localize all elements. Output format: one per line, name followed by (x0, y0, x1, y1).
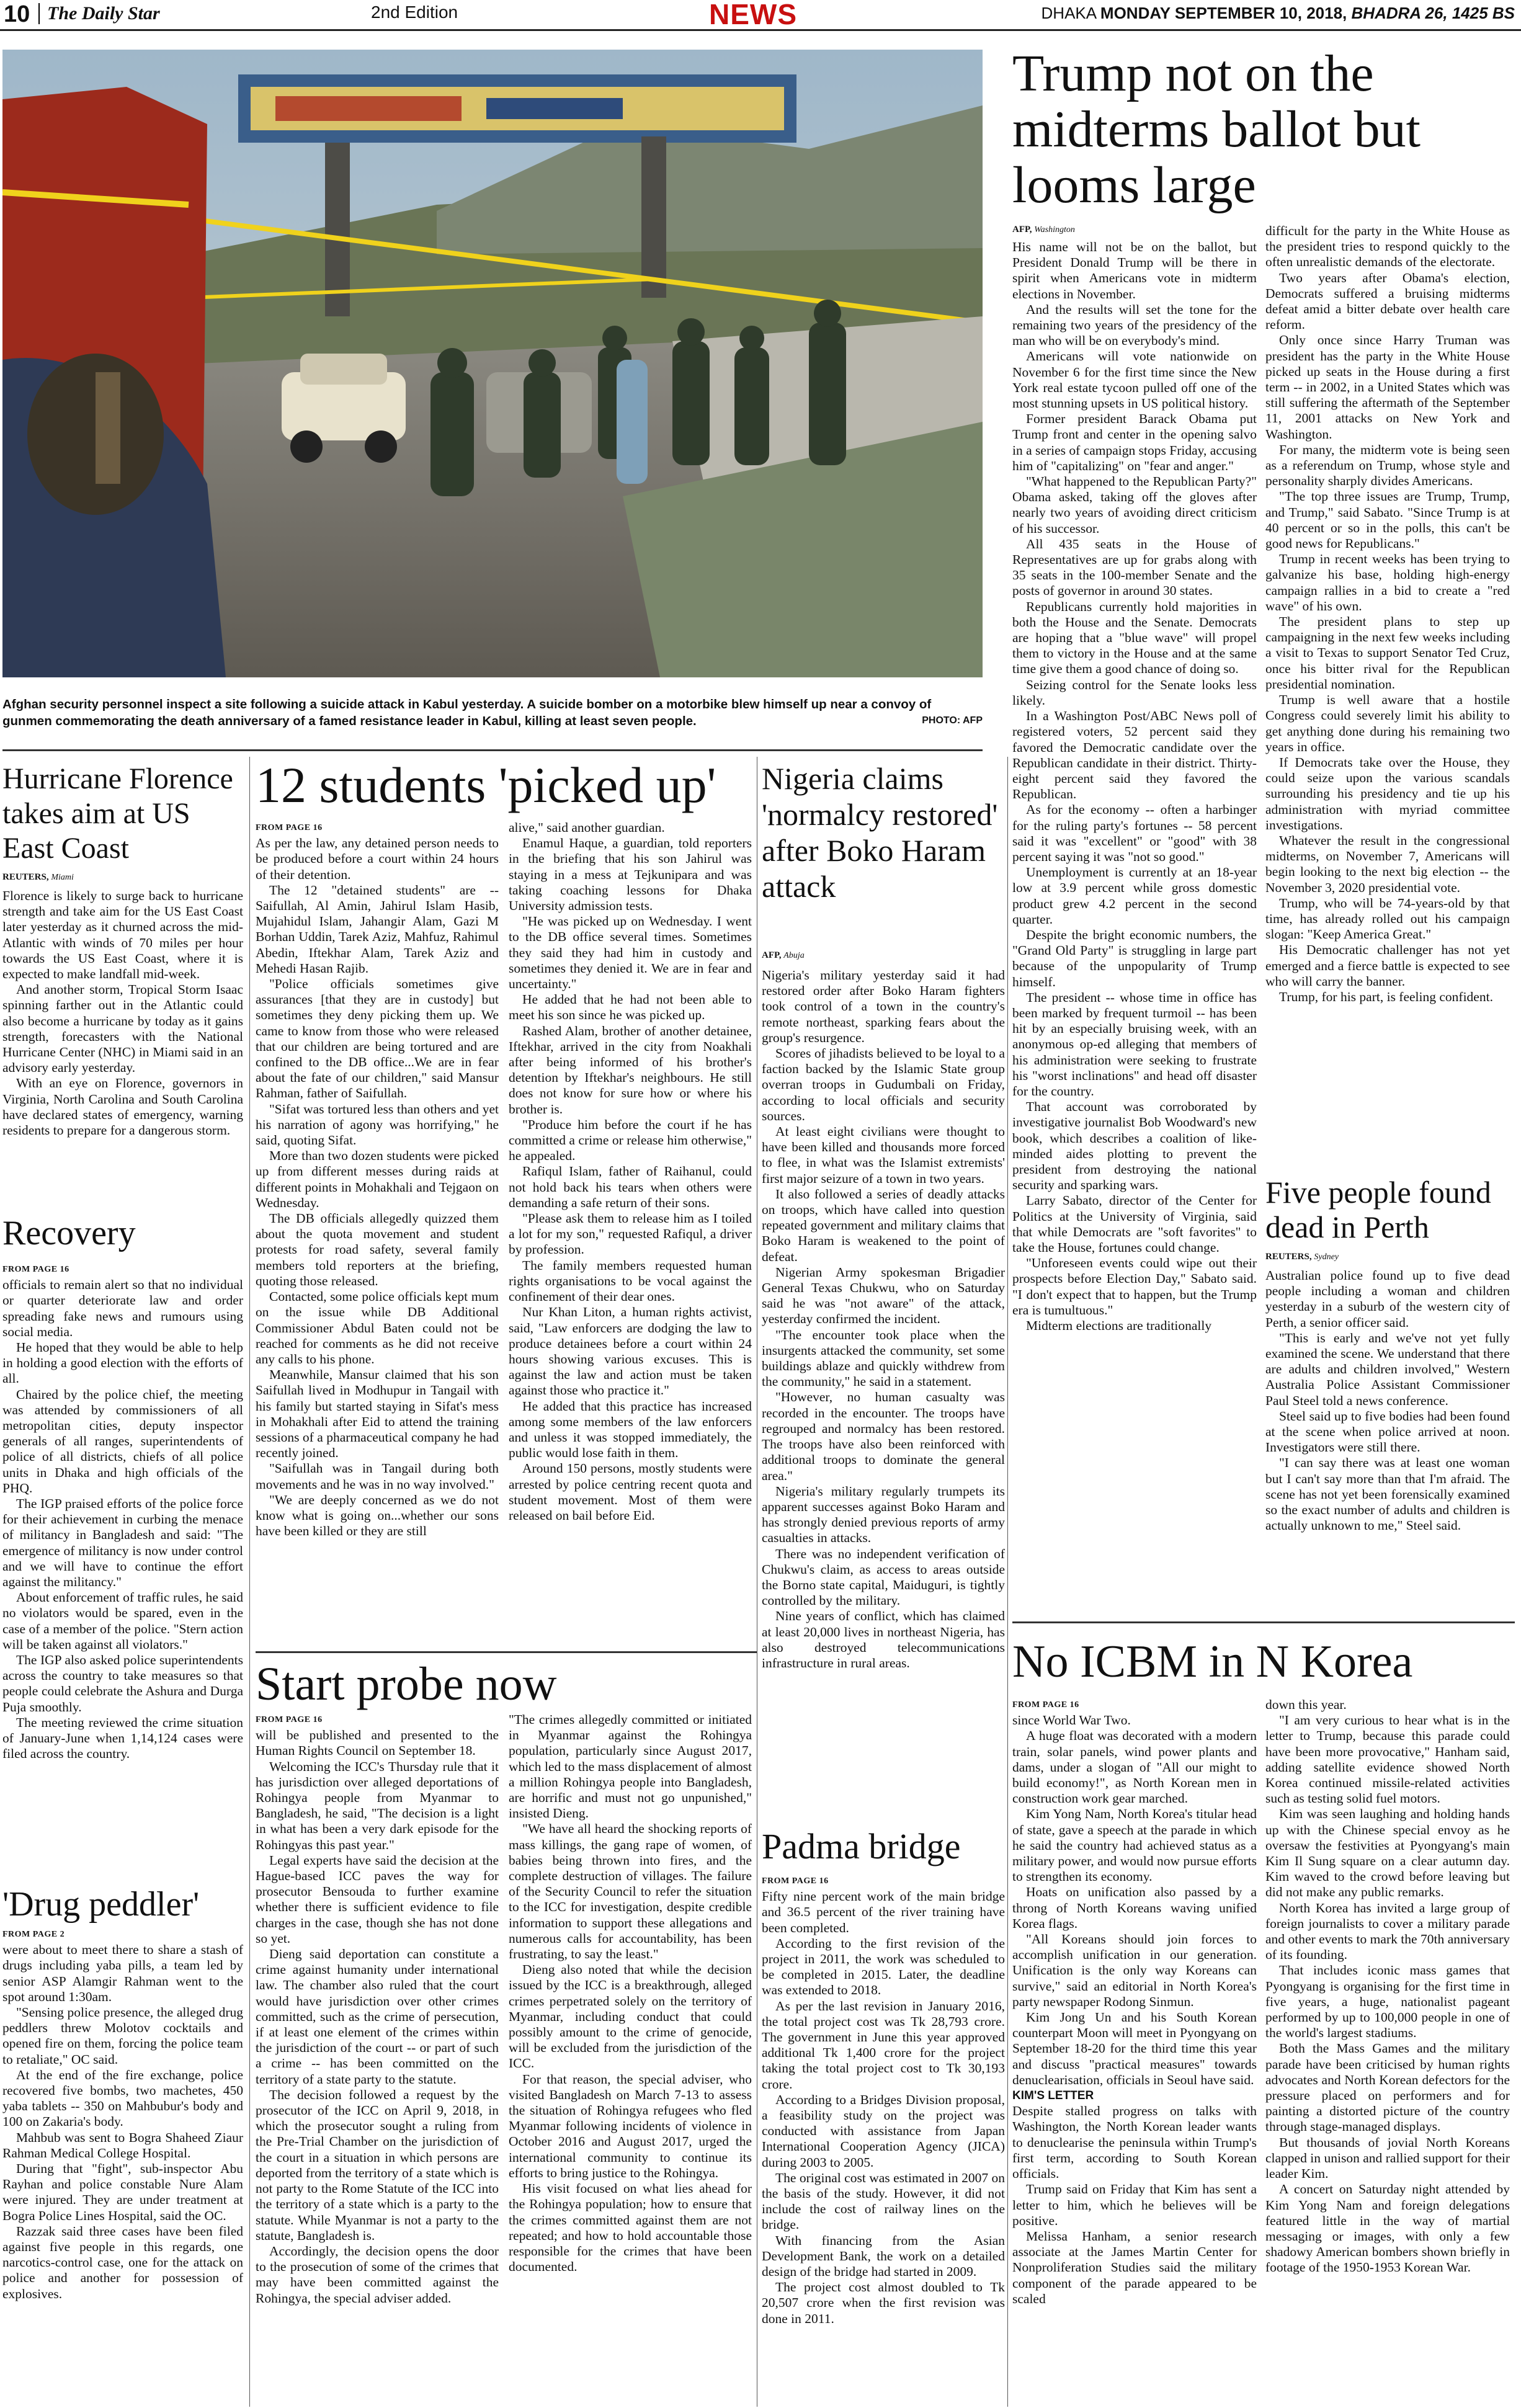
nigeria-byline (762, 950, 805, 961)
paragraph: His Democratic challenger has not yet emerged and a fierce battle is expected to see who will carry the banner. (1265, 942, 1510, 989)
paragraph: He added that this practice has increased among some members of the law enforcers and unless it was stopped immediately, the public would lose faith in them. (509, 1398, 752, 1461)
trump-column-2 (1265, 223, 1510, 1179)
paragraph: Larry Sabato, director of the Center for Politics at the University of Virginia, said that while Democrats are "soft favorites" to take the House, fortunes could change. (1012, 1193, 1257, 1255)
probe-column-1 (256, 1712, 499, 2404)
paragraph: During that "fight", sub-inspector Abu Rayhan and police constable Nure Alam were injured. They are under treatment at Bogra Police Lines Hospital, said the OC. (2, 2161, 243, 2223)
florence-byline (2, 872, 74, 883)
drug-column (2, 1927, 243, 2404)
paragraph: Despite stalled progress on talks with Washington, the North Korean leader wants to denuclearise the peninsula within Trump's first term, according to South Korean officials. (1012, 2103, 1257, 2182)
dateline (1042, 4, 1515, 23)
paragraph: Americans will vote nationwide on November 6 for the first time since the New York real estate tycoon pulled off one of the most stunning upsets in US political history. (1012, 349, 1257, 411)
paragraph: In a Washington Post/ABC News poll of registered voters, 52 percent said they favored the Democratic candidate over the Republican candidate in their district. Thirty-eight percent said they favored the Republican. (1012, 708, 1257, 802)
paragraph: Nine years of conflict, which has claimed at least 20,000 lives in northeast Nigeria, has also destroyed telecommunications infrastructure in rural areas. (762, 1608, 1005, 1670)
paragraph: Kim Jong Un and his South Korean counterpart Moon will meet in Pyongyang on September 18-20 for the third time this year and discuss "practical measures" towards denuclearisation, officials in Seoul have said. (1012, 2010, 1257, 2087)
paragraph: "The top three issues are Trump, Trump, and Trump," said Sabato. "Since Trump is at 40 percent or so in the polls, this can't be good news for Republicans." (1265, 489, 1510, 551)
paragraph: Midterm elections are traditionally (1026, 1318, 1212, 1334)
paragraph: Both the Mass Games and the military parade have been criticised by human rights advocates and North Korean defectors for the pressure placed on performers and for painting a distorted picture of the country through stage-managed displays. (1265, 2041, 1510, 2134)
paragraph: The IGP also asked police superintendents across the country to take measures so that people could celebrate the Ashura and Durga Puja smoothly. (2, 1652, 243, 1715)
paragraph: officials to remain alert so that no individual or quarter deteriorate law and order spreading fake news and rumours using social media. (2, 1277, 243, 1339)
paragraph: "Please ask them to release him as I toiled a lot for my son," requested Rafiqul, a driver by profession. (509, 1211, 752, 1257)
probe-column-2 (509, 1712, 752, 2404)
paragraph: "He was picked up on Wednesday. I went to the DB office several times. Sometimes they said they had him in custody and sometimes they denied it. We are in fear and uncertainty." (509, 914, 752, 992)
paragraph: "Sensing police presence, the alleged drug peddlers threw Molotov cocktails and opened fire on them, forcing the police team to retaliate," OC said. (2, 2005, 243, 2067)
paragraph: Rafiqul Islam, father of Raihanul, could not hold back his tears when others were demanding a safe return of their sons. (509, 1164, 752, 1210)
paragraph: "We have all heard the shocking reports of mass killings, the gang rape of women, of babies being thrown into fires, and the complete destruction of villages. The failure of the Security Council to refer the situation to the ICC for investigation, despite credible information to support these allegations and numerous calls for accountability, has been frustrating, to say the least." (509, 1821, 752, 1962)
paragraph: The president -- whose time in office has been marked by frequent turmoil -- has been hit by an especially bruising week, with an anonymous op-ed alleging that members of his administration were seeking to frustrate his "worst inclinations" and head off disaster for the country. (1012, 989, 1257, 1099)
paragraph: Dieng said deportation can constitute a crime against humanity under international law. The chamber also ruled that the court would have jurisdiction over other crimes committed, such as the crime of persecution, if at least one element of the crimes within the jurisdiction of the court -- or part of such a crime -- has been committed on the territory of a state party to the statute. (256, 1946, 499, 2087)
paragraph: since World War Two. (1012, 1713, 1131, 1728)
paragraph: He hoped that they would be able to help in holding a good election with the efforts of all. (2, 1340, 243, 1386)
from-page-label: FROM PAGE 16 (2, 1265, 69, 1274)
from-page-label: FROM PAGE 2 (2, 1930, 65, 1939)
paragraph: As per the last revision in January 2016, the total project cost was Tk 28,793 crore. The government in June this year approved additional Tk 1,400 crore for the project taking the total project cost to Tk 30,193 crore. (762, 1998, 1005, 2092)
paragraph: Kim was seen laughing and holding hands up with the Chinese special envoy as he oversaw the festivities at Pyongyang's main Kim Il Sung square on a clear autumn day. Kim waved to the crowd before leaving but did not make any public remarks. (1265, 1806, 1510, 1900)
paragraph: "The encounter took place when the insurgents attacked the community, set some buildings ablaze and quickly withdrew from the community," he said in a statement. (762, 1327, 1005, 1389)
paragraph: "I am very curious to hear what is in the letter to Trump, because this parade could have been more provocative," Hanham said, adding satellite evidence showed North Korea continued missile-related activities such as testing solid fuel motors. (1265, 1713, 1510, 1806)
paragraph: "However, no human casualty was recorded in the encounter. The troops have regrouped and normalcy has been restored. The troops have also been reinforced with additional troops to dominate the general area." (762, 1389, 1005, 1483)
paragraph: His name will not be on the ballot, but President Donald Trump will be there in spirit when Americans vote in midterm elections in November. (1012, 239, 1257, 301)
edition-label: 2nd Edition (371, 2, 458, 22)
paragraph: With financing from the Asian Development Bank, the work on a detailed design of the bridge had started in 2009. (762, 2232, 1005, 2280)
paragraph: Nigerian Army spokesman Brigadier General Texas Chukwu, who on Saturday said he was "not aware" of the attack, yesterday confirmed the incident. (762, 1264, 1005, 1327)
photo-caption: Afghan security personnel inspect a site following a suicide attack in Kabul yesterday. A suicide bomber on a motorbike blew himself up near a convoy of gunmen commemorating the death anniversary of a famed resistance leader in Kabul, killing at least seven people. (2, 697, 932, 728)
paragraph: At least eight civilians were thought to have been killed and thousands more forced to flee, in what was the Islamist extremists' first major seizure of a town in two years. (762, 1124, 1005, 1186)
byline-place: Washington (1034, 225, 1075, 234)
paragraph: Despite the bright economic numbers, the "Grand Old Party" is struggling in large part because of the unpopularity of Trump himself. (1012, 927, 1257, 989)
trump-column-1 (1012, 239, 1257, 1614)
paragraph: He added that he had not been able to meet his son since he was picked up. (509, 992, 752, 1023)
probe-headline: Start probe now (256, 1658, 557, 1710)
paragraph: "Unforeseen events could wipe out their prospects before Election Day," Sabato said. "I don't expect that to happen, but the Trump era is tumultuous." (1012, 1255, 1257, 1318)
paragraph: It also followed a series of deadly attacks on troops, which have called into question repeated government and military claims that Boko Haram is weakened to the point of defeat. (762, 1186, 1005, 1264)
recovery-column (2, 1262, 243, 1884)
paragraph: About enforcement of traffic rules, he said no violators would be spared, even in the case of a member of the police. "Stern action will be taken against all violators." (2, 1590, 243, 1652)
paragraph: Enamul Haque, a guardian, told reporters in the briefing that his son Jahirul was staying in a mess at Tejkunipara and was taking coaching lessons for Dhaka University admission tests. (509, 836, 752, 914)
from-page-label: FROM PAGE 16 (256, 1715, 323, 1724)
paragraph: That includes iconic mass games that Pyongyang is organising for the first time in five years, a huge, nationalist pageant performed by up to 100,000 people in one of the world's largest stadiums. (1265, 1963, 1510, 2041)
from-page-label: FROM PAGE 16 (762, 1876, 829, 1886)
paragraph: And the results will set the tone for the remaining two years of the presidency of the man who will be on everybody's mind. (1012, 301, 1257, 349)
paragraph: were about to meet there to share a stash of drugs including yaba pills, a team led by senior ASP Alamgir Rahman went to the spot around 1:30am. (2, 1942, 243, 2004)
drug-headline: 'Drug peddler' (2, 1885, 200, 1924)
paragraph: Dieng also noted that while the decision issued by the ICC is a breakthrough, alleged crimes perpetrated solely on the territory of Myanmar, including conduct that could possibly amount to the crime of genocide, will be excluded from the jurisdiction of the ICC. (509, 1962, 752, 2071)
paragraph: North Korea has invited a large group of foreign journalists to cover a military parade and other events to mark the 70th anniversary of its founding. (1265, 1900, 1510, 1963)
paragraph: will be published and presented to the Human Rights Council on September 18. (256, 1728, 499, 1759)
paragraph: Former president Barack Obama put Trump front and center in the opening salvo in a series of campaign stops Friday, accusing him of "capitalizing" on "fear and anger." (1012, 411, 1257, 473)
paragraph: The original cost was estimated in 2007 on the basis of the study. However, it did not include the cost of railway lines on the bridge. (762, 2170, 1005, 2232)
paragraph: Contacted, some police officials kept mum on the issue while DB Additional Commissioner Abdul Baten could not be reached for comments as he did not receive any calls to his phone. (256, 1289, 499, 1367)
paragraph: A huge float was decorated with a modern train, solar panels, wind power plants and dams, under a slogan of "All our might to build economy!", as North Korean men in construction work gear marched. (1012, 1728, 1257, 1806)
paragraph: If Democrats take over the House, they could seize upon the various scandals surrounding his presidency and tie up his administration with myriad committee investigations. (1265, 754, 1510, 832)
paragraph: Fifty nine percent work of the main bridge and 36.5 percent of the river training have been completed. (762, 1889, 1005, 1935)
trump-byline (1012, 225, 1075, 235)
paragraph: The decision followed a request by the prosecutor of the ICC on April 9, 2018, in which the prosecutor sought a ruling from the Pre-Trial Chamber on the jurisdiction of the court in a situation in which persons are deported from the territory of a state which is not party to the Rome Statute of the ICC into the territory of a state which is a party to the statute. While Myanmar is not a party to the statute, Bangladesh is. (256, 2087, 499, 2243)
paragraph: His visit focused on what lies ahead for the Rohingya population; how to ensure that the crimes committed against them are not repeated; and how to hold accountable those responsible for the crimes that have been documented. (509, 2181, 752, 2275)
dateline-bengali: BHADRA 26, 1425 BS (1351, 4, 1515, 22)
paragraph: Trump is well aware that a hostile Congress could severely limit his ability to get anything done during his remaining two years in office. (1265, 692, 1510, 754)
paragraph: As per the law, any detained person needs to be produced before a court within 24 hours of their detention. (256, 836, 499, 882)
paragraph: Seizing control for the Senate looks less likely. (1012, 677, 1257, 708)
dateline-city: DHAKA (1041, 4, 1096, 22)
paragraph: Hoats on unification also passed by a throng of North Koreans waving unified Korea flags. (1012, 1884, 1257, 1931)
paragraph: difficult for the party in the White House as the president tries to respond quickly to the often unrealistic demands of the electorate. (1265, 223, 1510, 270)
paragraph: The IGP praised efforts of the police force for their achievement in curbing the menace of militancy in Bangladesh and said: "The emergence of militancy is now under control and we will have to continue the effort against the militancy." (2, 1496, 243, 1590)
photo-credit: PHOTO: AFP (922, 715, 983, 726)
kabul-attack-photo (2, 50, 983, 677)
news-photo (2, 50, 983, 677)
nigeria-headline: Nigeria claims 'normalcy restored' after Boko Haram attack (762, 761, 998, 904)
florence-headline: Hurricane Florence takes aim at US East Coast (2, 762, 233, 865)
padma-headline: Padma bridge (762, 1826, 961, 1866)
perth-byline (1265, 1252, 1339, 1262)
byline-agency: REUTERS, (2, 872, 49, 882)
paragraph: Australian police found up to five dead people including a woman and children yesterday in a suburb of the western city of Perth, a senior officer said. (1265, 1268, 1510, 1330)
paragraph: Trump in recent weeks has been trying to galvanize his base, holding high-energy campaign rallies in a bid to create a "red wave" of his own. (1265, 551, 1510, 613)
paragraph: At the end of the fire exchange, police recovered five bombs, two machetes, 450 yaba tablets -- 350 on Mahbubur's body and 100 on Zakaria's body. (2, 2067, 243, 2129)
paragraph: Nigeria's military yesterday said it had restored order after Boko Haram fighters took control of a town in the country's remote northeast, sparking fears about the group's resurgence. (762, 968, 1005, 1045)
paragraph: With an eye on Florence, governors in Virginia, North Carolina and South Carolina have declared states of emergency, warning residents to prepare for a dangerous storm. (2, 1076, 243, 1138)
students-headline: 12 students 'picked up' (256, 757, 716, 813)
paragraph: That account was corroborated by investigative journalist Bob Woodward's new book, which describes a coalition of like-minded aides plotting to prevent the president from destroying the national security and sparking wars. (1012, 1099, 1257, 1193)
paragraph: A concert on Saturday night attended by Kim Yong Nam and foreign delegations featured little in the way of martial messaging or images, with only a few shadowy American bombers shown briefly in footage of the 1950-1953 Korean War. (1265, 2182, 1510, 2275)
paragraph: For many, the midterm vote is being seen as a referendum on Trump, whose style and personality sharply divides Americans. (1265, 442, 1510, 489)
paragraph: Whatever the result in the congressional midterms, on November 7, Americans will begin looking to the next big election -- the November 3, 2020 presidential vote. (1265, 832, 1510, 895)
paragraph: Kim Yong Nam, North Korea's titular head of state, gave a speech at the parade in which he said the country had achieved status as a military power, and would now pursue efforts to strengthen its economy. (1012, 1806, 1257, 1884)
paragraph: "What happened to the Republican Party?" Obama asked, taking off the gloves after nearly two years of avoiding direct criticism of his successor. (1012, 474, 1257, 536)
divider (256, 1651, 757, 1653)
paragraph: "The crimes allegedly committed or initiated in Myanmar against the Rohingya population, particularly since August 2017, which led to the mass displacement of almost a million Rohingya people into Bangladesh, are horrific and must not go unpunished," insisted Dieng. (509, 1712, 752, 1821)
divider (1012, 1621, 1515, 1623)
paragraph: alive," said another guardian. (509, 820, 665, 835)
nigeria-column (762, 968, 1005, 1816)
paragraph: "This is early and we've not yet fully examined the scene. We understand that there are adults and children involved," Western Australia Police Assistant Commissioner Paul Steel told a news conference. (1265, 1330, 1510, 1408)
column-rule (1007, 757, 1008, 2407)
recovery-headline: Recovery (2, 1214, 136, 1252)
padma-column (762, 1873, 1005, 2404)
paragraph: Chaired by the police chief, the meeting was attended by commissioners of all metropolitan cities, deputy inspector generals of all ranges, superintendents of police of all districts, chiefs of all police units in Dhaka and high officials of the PHQ. (2, 1386, 243, 1496)
section-title: NEWS (709, 0, 797, 30)
trump-headline: Trump not on the midterms ballot but looms large (1012, 45, 1421, 214)
dateline-date: MONDAY SEPTEMBER 10, 2018, (1100, 4, 1347, 22)
divider (2, 749, 983, 751)
paragraph: Rashed Alam, brother of another detainee, Iftekhar, arrived in the city from Noakhali after being informed of his brother's detention by Iftekhar's neighbours. He still does not know for sure how or where his brother is. (509, 1023, 752, 1117)
paragraph: The president plans to step up campaigning in the next few weeks including a visit to Texas to support Senator Ted Cruz, once his bitter rival for the Republican presidential nomination. (1265, 614, 1510, 692)
paragraph: "Saifullah was in Tangail during both movements and he was in no way involved." (256, 1461, 499, 1492)
paragraph: "Police officials sometimes give assurances [that they are in custody] but sometimes they deny picking them up. We came to know from those who were released that our children are being tortured and are confined to the DB office...We are in fear about the fate of our children," said Mansur Rahman, father of Saifullah. (256, 976, 499, 1101)
subheading: KIM'S LETTER (1012, 2089, 1094, 2103)
paragraph: Welcoming the ICC's Thursday rule that it has jurisdiction over alleged deportations of Rohingya people from Myanmar to Bangladesh, he said, "The decision is a light in what has been a very dark episode for the Rohingyas this past year." (256, 1759, 499, 1852)
byline-agency: AFP, (762, 950, 782, 960)
paragraph: There was no independent verification of Chukwu's claim, as access to areas outside the Borno state capital, Maiduguri, is tightly controlled by the military. (762, 1546, 1005, 1608)
paragraph: Legal experts have said the decision at the Hague-based ICC paves the way for prosecutor Bensouda to further examine whether there is sufficient evidence to file charges in the case, though she has not done so yet. (256, 1852, 499, 1946)
paragraph: Melissa Hanham, a senior research associate at the James Martin Center for Nonproliferation Studies said the military component of the parade appeared to be scaled (1012, 2228, 1257, 2306)
paragraph: Florence is likely to surge back to hurricane strength and take aim for the US East Coast later yesterday as it churned across the mid-Atlantic with winds of 70 miles per hour towards the US East Coast, where it is expected to make landfall mid-week. (2, 888, 243, 982)
paragraph: The DB officials allegedly quizzed them about the quota movement and student protests for road safety, several family members told reporters at the briefing, quoting those released. (256, 1211, 499, 1288)
paragraph: Around 150 persons, mostly students were arrested by police centring recent quota and student movement. Most of them were released on bail before Eid. (509, 1461, 752, 1523)
paragraph: And another storm, Tropical Storm Isaac spinning farther out in the Atlantic could also become a hurricane by today as it gains strength, forecasters with the National Hurricane Center (NHC) in Miami said in an advisory early yesterday. (2, 982, 243, 1076)
paragraph: "Produce him before the court if he has committed a crime or release him otherwise," he appealed. (509, 1117, 752, 1164)
paragraph: But thousands of jovial North Koreans clapped in unison and rallied support for their leader Kim. (1265, 2134, 1510, 2182)
paragraph: "We are deeply concerned as we do not know what is going on...whether our sons have been killed or they are still (256, 1492, 499, 1539)
paragraph: For that reason, the special adviser, who visited Bangladesh on March 7-13 to assess the situation of Rohingya refugees who fled Myanmar following incidents of violence in October 2016 and August 2017, urged the international community to continue its efforts to bring justice to the Rohingya. (509, 2071, 752, 2180)
paragraph: The meeting reviewed the crime situation of January-June when 1,14,124 cases were filed across the country. (2, 1715, 243, 1762)
perth-headline: Five people found dead in Perth (1265, 1175, 1491, 1244)
paragraph: According to a Bridges Division proposal, a feasibility study on the project was conducted with assistance from Japan International Cooperation Agency (JICA) during 2003 to 2005. (762, 2092, 1005, 2170)
byline-place: Abuja (783, 951, 805, 960)
paragraph: Unemployment is currently at an 18-year low at 3.9 percent while gross domestic product grew 4.2 percent in the second quarter. (1012, 865, 1257, 927)
masthead (0, 0, 1521, 31)
paragraph: Razzak said three cases have been filed against five people in this regards, one narcotics-control case, one for the attack on police and another for possession of explosives. (2, 2223, 243, 2301)
paragraph: The project cost almost doubled to Tk 20,507 crore when the first revision was done in 2011. (762, 2280, 1005, 2326)
from-page-label: FROM PAGE 16 (1012, 1700, 1079, 1710)
paragraph: Two years after Obama's election, Democrats suffered a bruising midterms defeat amid a bitter debate over health care reform. (1265, 270, 1510, 332)
paragraph: down this year. (1265, 1697, 1347, 1712)
paragraph: Only once since Harry Truman was president has the party in the White House picked up seats in the House during a first term -- in 2002, in a United States which was still suffering the aftermath of the September 11, 2001 attacks on New York and Washington. (1265, 332, 1510, 442)
byline-agency: REUTERS, (1265, 1252, 1312, 1262)
students-column-1 (256, 820, 499, 1648)
byline-place: Sydney (1314, 1252, 1339, 1262)
paragraph: Scores of jihadists believed to be loyal to a faction backed by the Islamic State group overran troops in Gudumbali on Friday, according to local officials and security sources. (762, 1046, 1005, 1123)
paragraph: Mahbub was sent to Bogra Shaheed Ziaur Rahman Medical College Hospital. (2, 2129, 243, 2161)
column-rule (249, 757, 250, 2407)
paragraph: "All Koreans should join forces to accomplish unification in our generation. Unification is the only way Koreans can survive," said an editorial in North Korea's party newspaper Rodong Sinmun. (1012, 1932, 1257, 2009)
icbm-column-1 (1012, 1697, 1257, 2404)
icbm-headline: No ICBM in N Korea (1012, 1636, 1413, 1687)
paragraph: Trump, who will be 74-years-old by that time, has already rolled out his campaign slogan: "Keep America Great." (1265, 895, 1510, 942)
page-number: 10 (4, 1, 30, 27)
paragraph: Nur Khan Liton, a human rights activist, said, "Law enforcers are dodging the law to produce detainees before a court within 24 hours showing various excuses. This is against the law and action must be taken against those who practice it." (509, 1304, 752, 1398)
byline-place: Miami (51, 873, 74, 882)
byline-agency: AFP, (1012, 225, 1032, 234)
paragraph: Republicans currently hold majorities in both the House and the Senate. Democrats are hoping that a "blue wave" will propel them to victory in the House and at the same time give them a good chance of doing so. (1012, 599, 1257, 677)
newspaper-logo: The Daily Star (38, 3, 160, 24)
paragraph: Nigeria's military regularly trumpets its apparent successes against Boko Haram and has strongly denied previous reports of army casualties in attacks. (762, 1483, 1005, 1546)
paragraph: As for the economy -- often a harbinger for the ruling party's fortunes -- 58 percent said it was "excellent" or "good" with 38 percent saying it was "not so good." (1012, 802, 1257, 864)
from-page-label: FROM PAGE 16 (256, 823, 323, 832)
icbm-column-2 (1265, 1697, 1510, 2404)
perth-column (1265, 1268, 1510, 1615)
paragraph: All 435 seats in the House of Representatives are up for grabs along with 35 seats in the 100-member Senate and the posts of governor in around 30 states. (1012, 536, 1257, 599)
paragraph: The 12 "detained students" are -- Saifullah, Al Amin, Jahirul Islam Hasib, Mujahidul Islam, Jahangir Alam, Gazi M Borhan Uddin, Tarek Aziz, Mahfuz, Rahimul Abedin, Iftekhar Alam, Tarek Aziz and Mehedi Hasan Rajib. (256, 882, 499, 976)
paragraph: Accordingly, the decision opens the door to the prosecution of some of the crimes that may have been committed against the Rohingya, the special adviser added. (256, 2243, 499, 2306)
students-column-2 (509, 820, 752, 1648)
paragraph: "I can say there was at least one woman but I can't say more than that I'm afraid. The scene has not yet been forensically examined so the exact number of adults and children is actually unknown to me," Steel said. (1265, 1455, 1510, 1533)
florence-column (2, 888, 243, 1211)
paragraph: Meanwhile, Mansur claimed that his son Saifullah lived in Modhupur in Tangail with his family but started staying in Sifat's mess in Mohakhali after Eid to attend the training sessions of a pharmaceutical company he had recently joined. (256, 1367, 499, 1461)
paragraph: "Sifat was tortured less than others and yet his narration of agony was horrifying," he said, quoting Sifat. (256, 1101, 499, 1148)
paragraph: Trump, for his part, is feeling confident. (1279, 989, 1493, 1004)
paragraph: Trump said on Friday that Kim has sent a letter to him, which he believes will be positive. (1012, 2182, 1257, 2228)
paragraph: Steel said up to five bodies had been found at the scene when police arrived at noon. Investigators were still there. (1265, 1408, 1510, 1455)
paragraph: According to the first revision of the project in 2011, the work was scheduled to be completed in 2015. Later, the deadline was extended to 2018. (762, 1935, 1005, 1998)
paragraph: More than two dozen students were picked up from different messes during raids at different points in Mohakhali and Tejgaon on Wednesday. (256, 1148, 499, 1210)
paragraph: The family members requested human rights organisations to be vocal against the confinement of their dear ones. (509, 1257, 752, 1304)
